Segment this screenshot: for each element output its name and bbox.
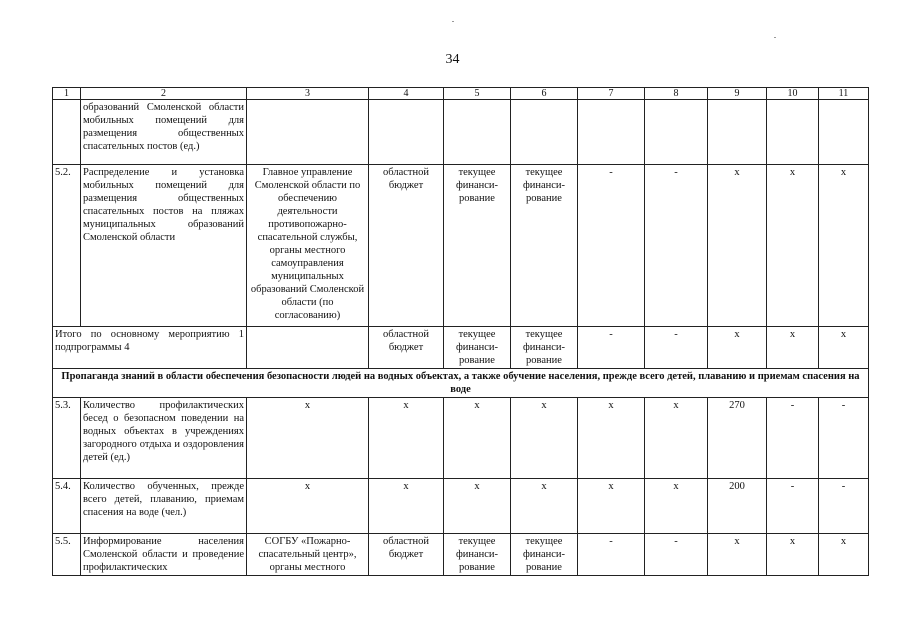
- row-name-cell: Количество профилактических бесед о безопасном поведении на водных объектах в учреждениях загородного отдыха и оздоровления детей (ед.): [81, 398, 247, 479]
- value-cell: x: [708, 327, 767, 369]
- value-cell: x: [578, 398, 645, 479]
- header-cell: 3: [247, 88, 369, 100]
- value-cell: x: [578, 479, 645, 534]
- source-cell: областной бюджет: [369, 165, 444, 327]
- scan-speck: [452, 21, 454, 22]
- executor-cell: СОГБУ «Пожарно-спасательный центр», органы местного: [247, 534, 369, 576]
- subtotal-row: [53, 327, 869, 369]
- empty-cell: [511, 100, 578, 165]
- header-cell: 4: [369, 88, 444, 100]
- value-cell: x: [767, 165, 819, 327]
- value-cell: x: [247, 479, 369, 534]
- continuation-row: [53, 100, 869, 165]
- value-cell: -: [578, 534, 645, 576]
- empty-cell: [819, 100, 869, 165]
- subtotal-label: Итого по основному мероприятию 1 подпрограммы 4: [53, 327, 247, 369]
- value-cell: текущее финанси-рование: [444, 534, 511, 576]
- value-cell: x: [767, 534, 819, 576]
- row-number-cell: 5.3.: [53, 398, 81, 479]
- value-cell: 200: [708, 479, 767, 534]
- row-name-cell: образований Смоленской области мобильных помещений для размещения общественных спасательных постов (ед.): [81, 100, 247, 165]
- row-number-cell: 5.2.: [53, 165, 81, 327]
- header-cell: 9: [708, 88, 767, 100]
- value-cell: x: [369, 479, 444, 534]
- empty-cell: [708, 100, 767, 165]
- value-cell: x: [819, 165, 869, 327]
- section-title: Пропаганда знаний в области обеспечения безопасности людей на водных объектах, а также обучение населения, прежде всего детей, плаванию и приемам спасения на воде: [53, 369, 869, 398]
- table-row: [53, 165, 869, 327]
- header-cell: 2: [81, 88, 247, 100]
- source-cell: областной бюджет: [369, 534, 444, 576]
- value-cell: -: [819, 398, 869, 479]
- empty-cell: [645, 100, 708, 165]
- header-row: [53, 88, 869, 100]
- row-number-cell: 5.5.: [53, 534, 81, 576]
- table-row: [53, 398, 869, 479]
- source-cell: областной бюджет: [369, 327, 444, 369]
- value-cell: -: [819, 479, 869, 534]
- value-cell: -: [578, 165, 645, 327]
- page-number: 34: [445, 52, 460, 67]
- row-number-cell: [53, 100, 81, 165]
- empty-cell: [247, 327, 369, 369]
- value-cell: x: [511, 479, 578, 534]
- header-cell: 6: [511, 88, 578, 100]
- value-cell: -: [645, 534, 708, 576]
- value-cell: x: [819, 327, 869, 369]
- empty-cell: [369, 100, 444, 165]
- value-cell: x: [767, 327, 819, 369]
- empty-cell: [767, 100, 819, 165]
- row-name-cell: Распределение и установка мобильных помещений для размещения общественных спасательных постов на пляжах муниципальных образований Смоленской области: [81, 165, 247, 327]
- row-name-cell: Количество обученных, прежде всего детей, плаванию, приемам спасения на воде (чел.): [81, 479, 247, 534]
- executor-cell: Главное управление Смоленской области по обеспечению деятельности противопожарно-спасательной службы, органы местного самоуправления муниципальных образований Смоленской области (по согласованию): [247, 165, 369, 327]
- value-cell: x: [511, 398, 578, 479]
- row-name-cell: Информирование населения Смоленской области и проведение профилактических: [81, 534, 247, 576]
- empty-cell: [578, 100, 645, 165]
- header-cell: 1: [53, 88, 81, 100]
- value-cell: x: [444, 398, 511, 479]
- value-cell: -: [767, 479, 819, 534]
- value-cell: -: [578, 327, 645, 369]
- section-header-row: [53, 369, 869, 398]
- header-cell: 10: [767, 88, 819, 100]
- value-cell: текущее финанси-рование: [444, 327, 511, 369]
- empty-cell: [444, 100, 511, 165]
- header-cell: 7: [578, 88, 645, 100]
- value-cell: текущее финанси-рование: [444, 165, 511, 327]
- value-cell: x: [369, 398, 444, 479]
- value-cell: x: [247, 398, 369, 479]
- value-cell: x: [444, 479, 511, 534]
- value-cell: текущее финанси-рование: [511, 165, 578, 327]
- value-cell: текущее финанси-рование: [511, 534, 578, 576]
- value-cell: x: [645, 398, 708, 479]
- value-cell: x: [819, 534, 869, 576]
- value-cell: x: [645, 479, 708, 534]
- scan-speck: [774, 37, 776, 38]
- value-cell: x: [708, 534, 767, 576]
- row-number-cell: 5.4.: [53, 479, 81, 534]
- value-cell: -: [645, 327, 708, 369]
- table-row: [53, 534, 869, 576]
- value-cell: текущее финанси-рование: [511, 327, 578, 369]
- header-cell: 5: [444, 88, 511, 100]
- header-cell: 11: [819, 88, 869, 100]
- program-table: [52, 87, 869, 576]
- value-cell: 270: [708, 398, 767, 479]
- value-cell: -: [645, 165, 708, 327]
- value-cell: x: [708, 165, 767, 327]
- value-cell: -: [767, 398, 819, 479]
- header-cell: 8: [645, 88, 708, 100]
- empty-cell: [247, 100, 369, 165]
- table-row: [53, 479, 869, 534]
